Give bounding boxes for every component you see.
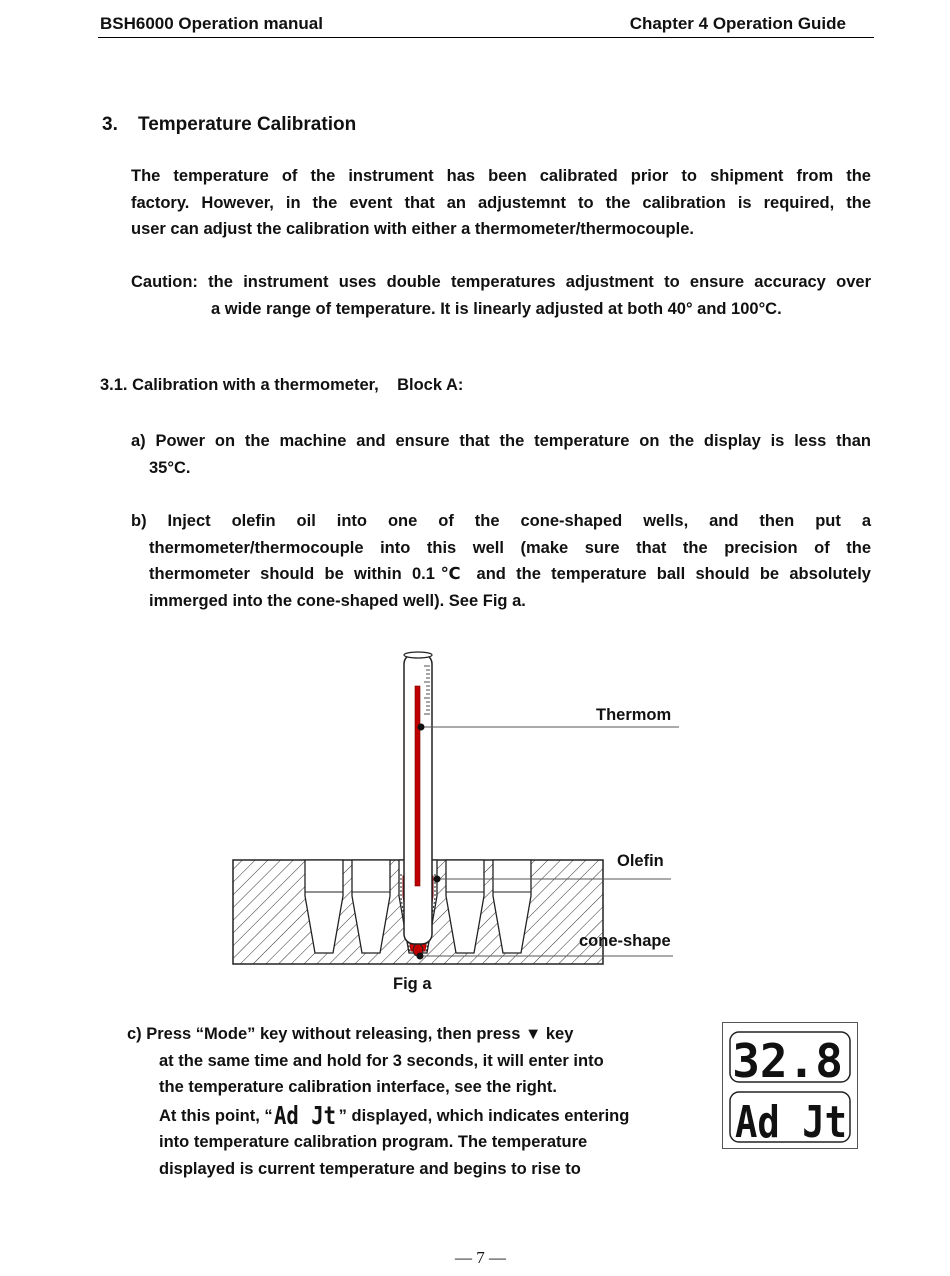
figure-thermometer-block [225, 648, 685, 973]
step-a-line: a) Power on the machine and ensure that the temperature on the display is less than [131, 432, 871, 450]
header-chapter-title: Chapter 4 Operation Guide [629, 14, 846, 33]
step-c-line: the temperature calibration interface, see the right. [159, 1078, 557, 1096]
step-c-line: c) Press “Mode” key without releasing, then press ▼ key [127, 1025, 574, 1043]
intro-line: user can adjust the calibration with either a thermometer/thermocouple. [131, 220, 694, 238]
step-b-line: immerged into the cone-shaped well). See Fig a. [149, 591, 526, 610]
step-c-paragraph [127, 1021, 687, 1182]
section-title: Temperature Calibration [138, 114, 357, 135]
lcd-temperature-value: 32.8 [732, 1034, 843, 1088]
step-b-line: thermometer/thermocouple into this well (make sure that the precision of the [149, 538, 871, 557]
section-number: 3. [102, 114, 118, 135]
caution-line: a wide range of temperature. It is linearly adjusted at both 40° and 100°C. [211, 299, 782, 318]
inline-lcd-text: Ad Jt [273, 1100, 336, 1130]
label-cone-shape: cone-shape [579, 932, 671, 950]
caution-line: Caution: the instrument uses double temperatures adjustment to ensure accuracy over [131, 273, 871, 291]
label-thermometer: Thermom [596, 706, 672, 724]
section-heading [102, 114, 356, 136]
step-a-line: 35°C. [149, 458, 191, 477]
step-b-line: b) Inject olefin oil into one of the cone-shaped wells, and then put a [131, 512, 871, 530]
page-number: — 7 — [455, 1248, 506, 1267]
step-c-line: at the same time and hold for 3 seconds, it will enter into [159, 1051, 604, 1070]
label-olefin: Olefin [617, 852, 664, 870]
step-c-text: At this point, “ [159, 1106, 273, 1125]
step-c-text: ” displayed, which indicates entering [338, 1106, 630, 1125]
step-b-paragraph [131, 508, 871, 614]
intro-line: The temperature of the instrument has been calibrated prior to shipment from the [131, 167, 871, 185]
header-rule [98, 37, 874, 38]
inline-lcd-adjt [273, 1100, 339, 1130]
header-manual-title: BSH6000 Operation manual [100, 14, 323, 33]
thermometer [404, 652, 432, 956]
subsection-heading: 3.1. Calibration with a thermometer, Block A: [100, 376, 464, 394]
step-c-line: into temperature calibration program. The temperature [159, 1133, 588, 1151]
lcd-mode-text: Ad Jt [735, 1097, 847, 1148]
lcd-display-panel [722, 1022, 858, 1149]
step-a-paragraph [131, 428, 871, 481]
figure-caption: Fig a [393, 975, 432, 993]
intro-line: factory. However, in the event that an adjustemnt to the calibration is required, the [131, 193, 871, 212]
caution-paragraph [131, 269, 871, 322]
step-c-line [127, 1101, 687, 1130]
intro-paragraph [131, 163, 871, 243]
step-b-line: thermometer should be within 0.1℃ and the temperature ball should be absolutely [149, 565, 871, 583]
step-c-line: displayed is current temperature and begins to rise to [159, 1159, 581, 1178]
